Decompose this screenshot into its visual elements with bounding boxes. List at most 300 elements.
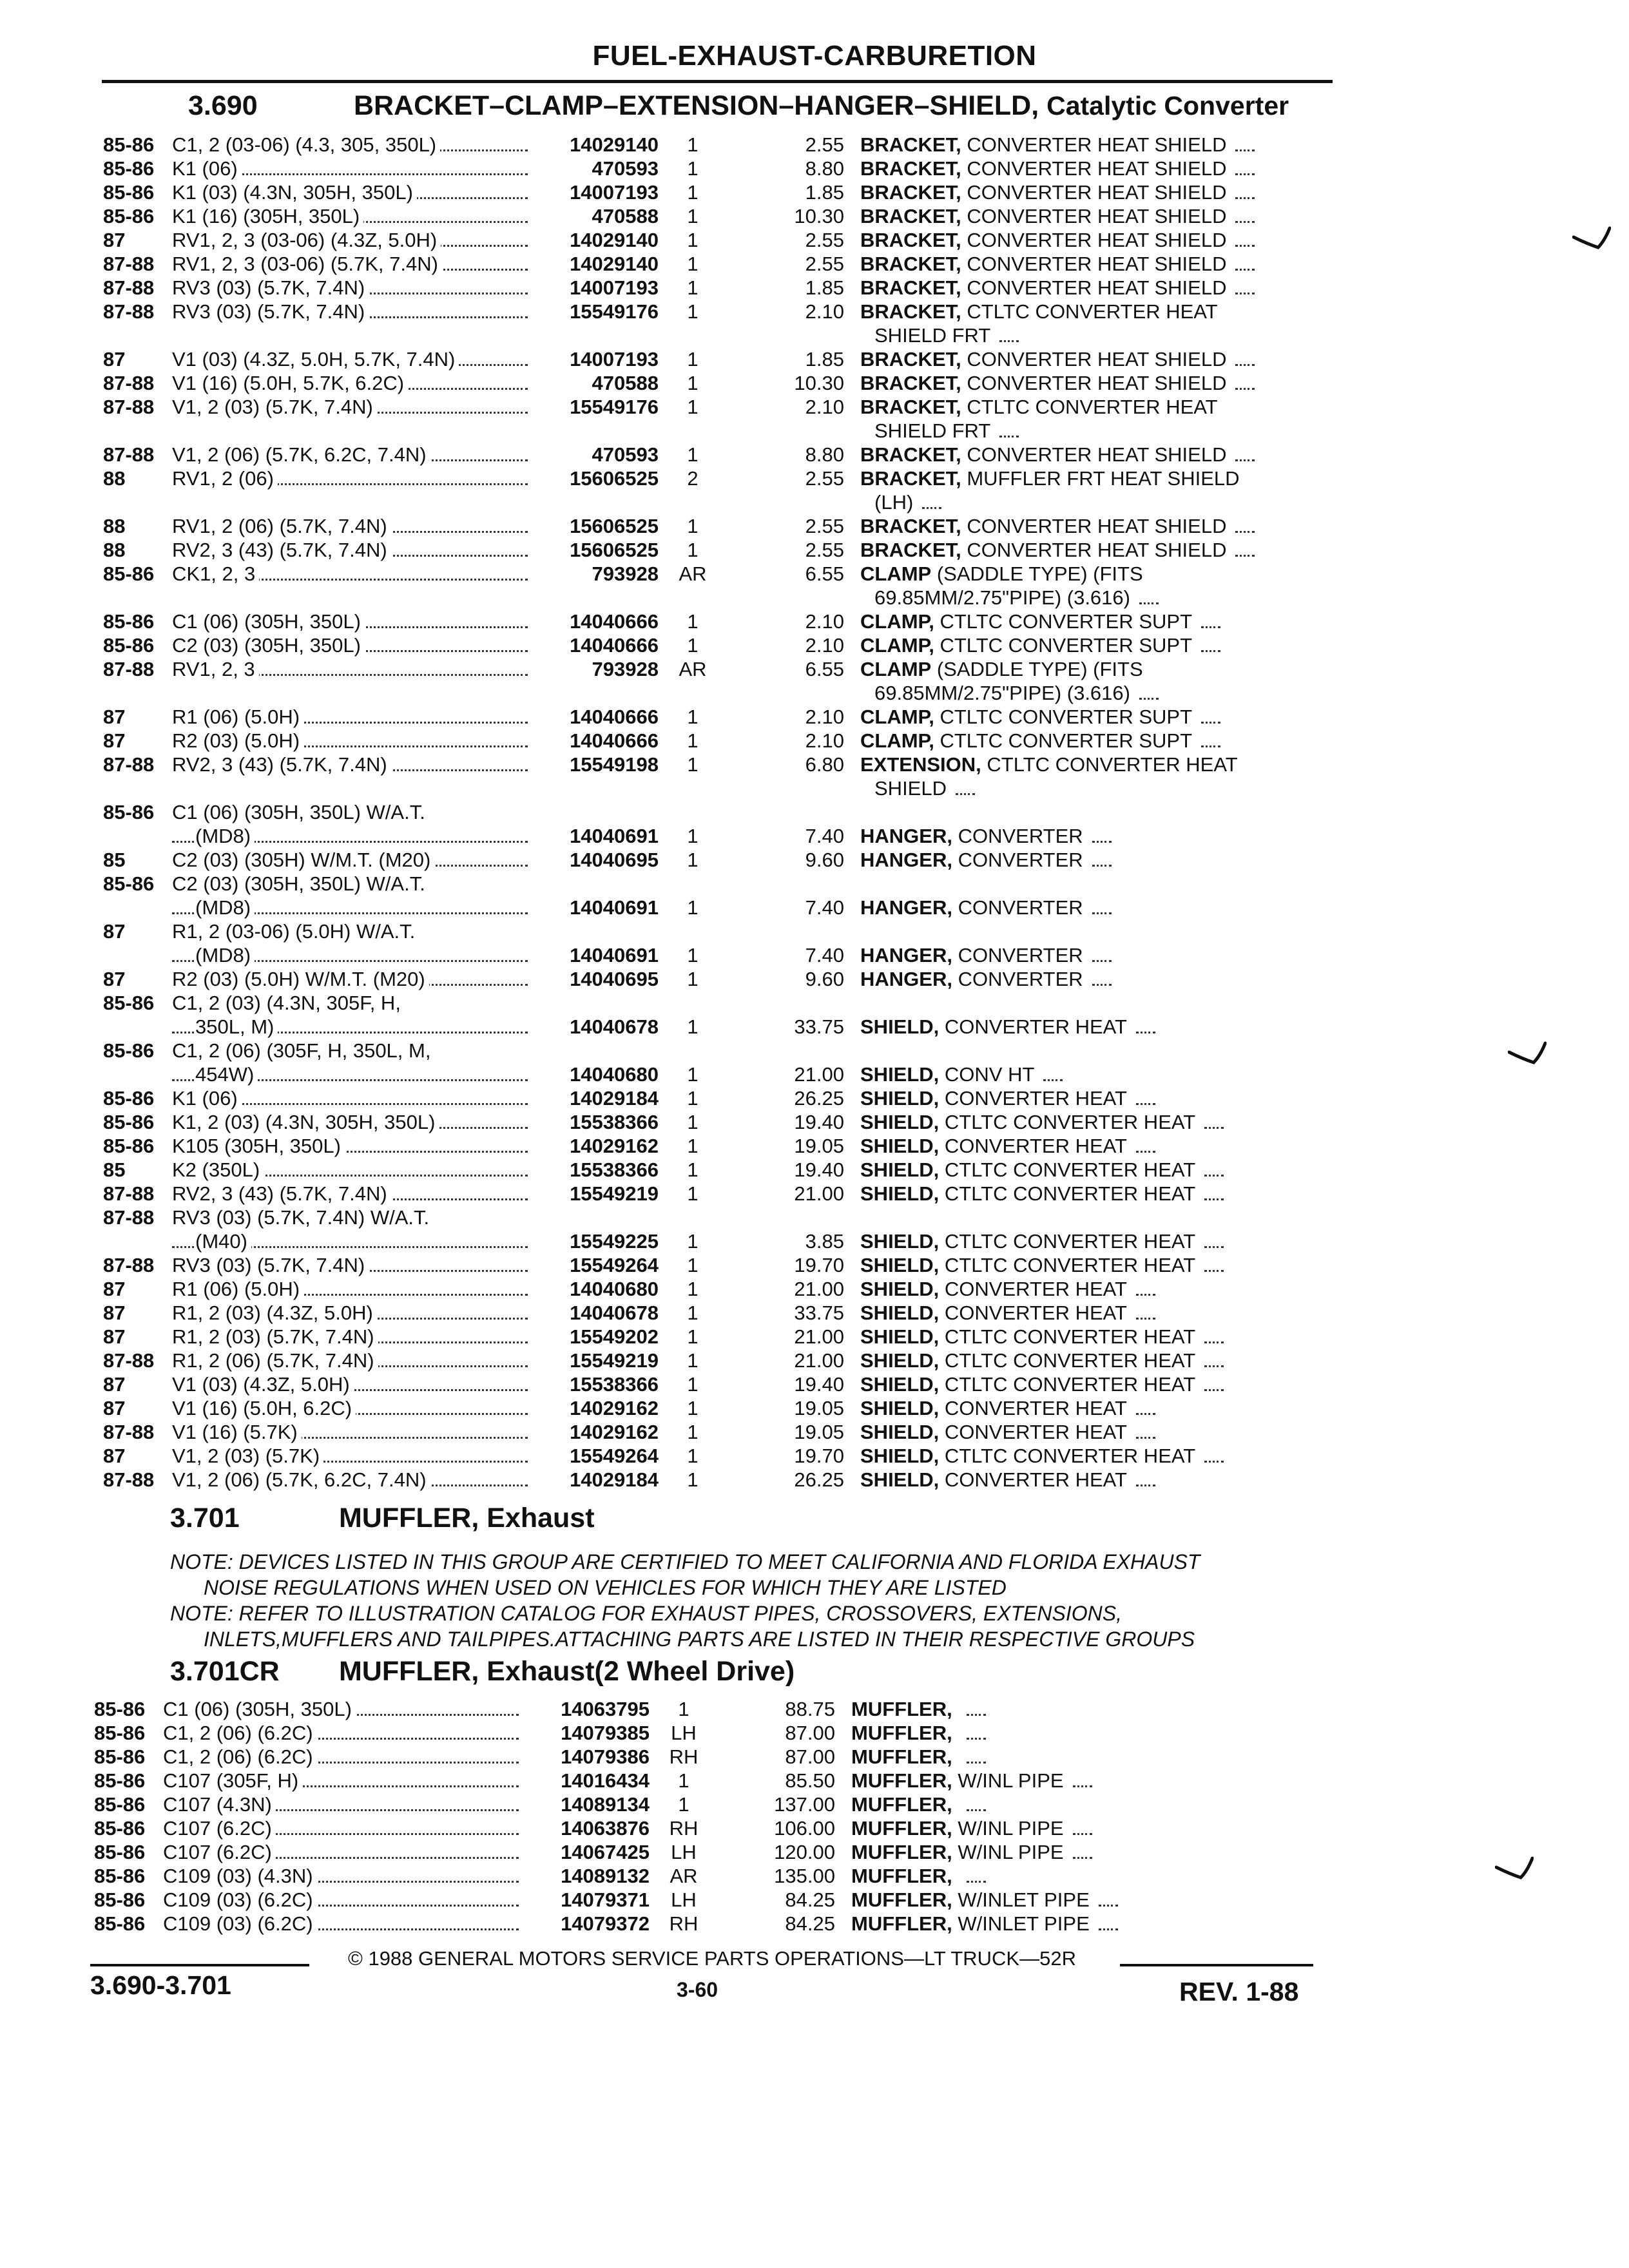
application-text: C2 (03) (305H, 350L) W/A.T.: [172, 872, 429, 895]
application-text: C2 (03) (305H, 350L): [172, 634, 365, 657]
price: 2.55: [805, 539, 844, 561]
dot-leader: [1235, 149, 1255, 151]
check-mark-icon: [1572, 226, 1611, 251]
application-cell: [172, 1206, 533, 1253]
description-cell: [851, 1888, 1328, 1912]
application-text: R1, 2 (03) (4.3Z, 5.0H): [172, 1302, 377, 1324]
application-cell: [172, 276, 533, 300]
quantity: AR: [670, 1865, 698, 1887]
part-noun: HANGER,: [860, 849, 952, 871]
quantity: 1: [687, 825, 699, 847]
model-year: 85-86: [94, 1865, 146, 1887]
dot-leader: [1136, 1151, 1155, 1153]
description-line: [860, 681, 1337, 705]
dot-leader: [1204, 1175, 1224, 1177]
description-text: CONVERTER HEAT: [944, 1278, 1127, 1300]
dot-leader: [1092, 841, 1112, 843]
application-text-cont: (MD8): [195, 896, 255, 919]
note-line: NOISE REGULATIONS WHEN USED ON VEHICLES FOR WHICH THEY ARE LISTED: [204, 1576, 1007, 1599]
dot-leader: [1204, 1246, 1224, 1248]
model-year: 85-86: [94, 1793, 146, 1816]
dot-leader: [1235, 221, 1255, 223]
quantity: 2: [687, 467, 699, 490]
description-line: [860, 1182, 1337, 1206]
model-year: 85-86: [103, 1135, 155, 1157]
description-cell: [860, 1349, 1337, 1372]
dot-leader: [922, 507, 941, 509]
price: 6.55: [805, 658, 844, 680]
part-noun: SHIELD,: [860, 1254, 940, 1276]
model-year: 87: [103, 706, 126, 728]
application-text: V1, 2 (06) (5.7K, 6.2C, 7.4N): [172, 443, 430, 466]
part-number: 14040666: [570, 706, 659, 728]
model-year: 87-88: [103, 443, 155, 466]
model-year: 85-86: [94, 1912, 146, 1935]
application-line: [172, 800, 533, 824]
description-line: [860, 729, 1337, 753]
section-title-3701cr: [170, 1656, 795, 1687]
description-text-cont: SHIELD FRT: [874, 419, 991, 442]
quantity: LH: [671, 1841, 697, 1863]
description-line: [860, 1062, 1337, 1086]
application-text: C107 (6.2C): [163, 1841, 276, 1863]
price: 120.00: [774, 1841, 835, 1863]
application-text: V1 (16) (5.0H, 5.7K, 6.2C): [172, 372, 408, 394]
description-line: [860, 1325, 1337, 1349]
description-cell: [860, 1301, 1337, 1325]
description-text: CTLTC CONVERTER HEAT: [944, 1111, 1196, 1133]
quantity: AR: [679, 562, 707, 585]
description-line: [860, 323, 1337, 347]
description-line: [860, 252, 1337, 276]
part-noun: MUFFLER,: [851, 1817, 952, 1840]
section-number: 3.701CR: [170, 1656, 280, 1687]
description-text: CTLTC CONVERTER HEAT: [987, 753, 1238, 776]
description-text: CONVERTER HEAT SHIELD: [967, 348, 1227, 370]
application-cell: [172, 157, 533, 180]
part-number: 14040678: [570, 1302, 659, 1324]
part-number: 15606525: [570, 467, 659, 490]
part-number: 15549219: [570, 1349, 659, 1372]
description-line: [851, 1721, 1328, 1745]
dot-leader: [967, 1881, 986, 1883]
quantity: 1: [687, 1254, 699, 1276]
application-line: [172, 943, 533, 967]
part-noun: BRACKET,: [860, 467, 961, 490]
description-text: CONVERTER HEAT: [944, 1135, 1127, 1157]
quantity: 1: [687, 443, 699, 466]
model-year: 85-86: [103, 205, 155, 227]
price: 33.75: [794, 1302, 844, 1324]
part-noun: MUFFLER,: [851, 1769, 952, 1792]
quantity: 1: [687, 729, 699, 752]
description-line: [860, 943, 1337, 967]
application-text: RV3 (03) (5.7K, 7.4N): [172, 1254, 369, 1276]
application-text: K1 (06): [172, 157, 242, 180]
part-number: 15538366: [570, 1373, 659, 1396]
part-noun: SHIELD,: [860, 1158, 940, 1181]
quantity: RH: [669, 1817, 699, 1840]
description-cell: [860, 1158, 1337, 1182]
part-number: 14040666: [570, 610, 659, 633]
description-cell: [860, 1134, 1337, 1158]
description-cell: [851, 1864, 1328, 1888]
description-text: CTLTC CONVERTER SUPT: [940, 729, 1193, 752]
application-cell: [163, 1721, 524, 1745]
price: 19.40: [794, 1111, 844, 1133]
model-year: 85-86: [103, 992, 155, 1014]
description-cell: [860, 276, 1337, 300]
part-number: 15606525: [570, 539, 659, 561]
part-noun: SHIELD,: [860, 1445, 940, 1467]
dot-leader: [1092, 912, 1112, 914]
footer-rule: [1120, 1964, 1313, 1966]
application-cell: [172, 967, 533, 991]
part-number: 470593: [592, 157, 659, 180]
part-number: 470588: [592, 205, 659, 227]
part-number: 14067425: [561, 1841, 650, 1863]
page-header: FUEL-EXHAUST-CARBURETION: [592, 40, 1037, 72]
application-text: RV1, 2 (06): [172, 467, 278, 490]
application-text: V1, 2 (03) (5.7K, 7.4N): [172, 396, 377, 418]
price: 19.40: [794, 1158, 844, 1181]
application-cell: [172, 1396, 533, 1420]
price: 87.00: [785, 1745, 835, 1768]
description-text: CONVERTER HEAT SHIELD: [967, 372, 1227, 394]
section-subheading: Catalytic Converter: [1046, 91, 1289, 120]
description-cell: [860, 1229, 1337, 1253]
application-text: V1 (16) (5.0H, 6.2C): [172, 1397, 356, 1419]
part-noun: HANGER,: [860, 944, 952, 966]
description-text: CONVERTER HEAT SHIELD: [967, 515, 1227, 537]
description-text: W/INL PIPE: [958, 1769, 1064, 1792]
description-cell: [860, 1277, 1337, 1301]
part-number: 793928: [592, 562, 659, 585]
description-line: [860, 300, 1337, 323]
part-number: 15606525: [570, 515, 659, 537]
description-cell: [860, 514, 1337, 538]
description-cell: [860, 252, 1337, 276]
description-line: [860, 1253, 1337, 1277]
part-noun: BRACKET,: [860, 253, 961, 275]
dot-leader: [967, 1714, 986, 1716]
description-line: [860, 896, 1337, 919]
description-cell: [860, 753, 1337, 800]
description-line: [851, 1792, 1328, 1816]
application-text: C109 (03) (4.3N): [163, 1865, 317, 1887]
model-year: 87-88: [103, 253, 155, 275]
description-cell: [860, 157, 1337, 180]
description-text: CONVERTER HEAT: [944, 1302, 1127, 1324]
price: 2.10: [805, 706, 844, 728]
description-line: [851, 1912, 1328, 1936]
part-number: 15549264: [570, 1445, 659, 1467]
dot-leader: [1136, 1294, 1155, 1296]
application-text-cont: 454W): [195, 1063, 258, 1086]
description-line: [860, 133, 1337, 157]
part-noun: BRACKET,: [860, 181, 961, 204]
model-year: 85-86: [94, 1888, 146, 1911]
application-line: [172, 1015, 533, 1039]
price: 2.55: [805, 515, 844, 537]
model-year: 85-86: [103, 801, 155, 823]
description-text: W/INLET PIPE: [958, 1912, 1090, 1935]
price: 7.40: [805, 944, 844, 966]
part-noun: HANGER,: [860, 968, 952, 990]
application-line: [172, 991, 533, 1015]
application-text-cont: (MD8): [195, 944, 255, 966]
description-cell: [860, 1396, 1337, 1420]
price: 26.25: [794, 1468, 844, 1491]
section-heading: BRACKET–CLAMP–EXTENSION–HANGER–SHIELD,: [353, 90, 1039, 121]
part-noun: BRACKET,: [860, 133, 961, 156]
application-text: R1, 2 (06) (5.7K, 7.4N): [172, 1349, 378, 1372]
description-cell: [851, 1912, 1328, 1936]
dot-leader: [1136, 1318, 1155, 1320]
application-text: RV2, 3 (43) (5.7K, 7.4N): [172, 753, 391, 776]
application-text: CK1, 2, 3: [172, 562, 259, 585]
application-cell: [163, 1769, 524, 1792]
price: 2.10: [805, 634, 844, 657]
description-cell: [860, 204, 1337, 228]
description-text: CONVERTER HEAT SHIELD: [967, 253, 1227, 275]
model-year: 85-86: [103, 181, 155, 204]
dot-leader: [1073, 1785, 1092, 1787]
note-line: NOTE: DEVICES LISTED IN THIS GROUP ARE CERTIFIED TO MEET CALIFORNIA AND FLORIDA EXHAUST: [170, 1550, 1200, 1573]
price: 2.10: [805, 300, 844, 323]
part-number: 14016434: [561, 1769, 650, 1792]
quantity: AR: [679, 658, 707, 680]
quantity: 1: [687, 634, 699, 657]
description-text: MUFFLER FRT HEAT SHIELD: [967, 467, 1240, 490]
quantity: 1: [687, 1349, 699, 1372]
part-noun: BRACKET,: [860, 348, 961, 370]
description-text: CONV HT: [944, 1063, 1035, 1086]
part-number: 14040691: [570, 896, 659, 919]
application-cell: [163, 1864, 524, 1888]
part-noun: BRACKET,: [860, 157, 961, 180]
application-text: V1 (16) (5.7K): [172, 1421, 302, 1443]
part-noun: BRACKET,: [860, 205, 961, 227]
part-number: 14029162: [570, 1397, 659, 1419]
price: 9.60: [805, 849, 844, 871]
description-cell: [860, 562, 1337, 610]
description-line: [860, 657, 1337, 681]
part-noun: EXTENSION,: [860, 753, 981, 776]
description-cell: [860, 466, 1337, 514]
description-text: CONVERTER: [958, 849, 1083, 871]
application-line: [172, 824, 533, 848]
price: 21.00: [794, 1349, 844, 1372]
part-number: 14063876: [561, 1817, 650, 1840]
description-cell: [860, 133, 1337, 157]
model-year: 87-88: [103, 1206, 155, 1229]
application-cell: [172, 371, 533, 395]
part-noun: CLAMP,: [860, 729, 934, 752]
quantity: 1: [687, 1015, 699, 1038]
part-noun: BRACKET,: [860, 396, 961, 418]
part-noun: SHIELD,: [860, 1373, 940, 1396]
dot-leader: [967, 1738, 986, 1740]
description-line: [860, 1301, 1337, 1325]
application-cell: [172, 848, 533, 872]
part-noun: MUFFLER,: [851, 1793, 952, 1816]
model-year: 87: [103, 729, 126, 752]
part-noun: MUFFLER,: [851, 1912, 952, 1935]
description-line: [860, 419, 1337, 443]
application-text: R1, 2 (03) (5.7K, 7.4N): [172, 1325, 378, 1348]
price: 6.55: [805, 562, 844, 585]
check-mark-icon: [1508, 1041, 1547, 1066]
application-cell: [172, 872, 533, 919]
dot-leader: [1235, 459, 1255, 461]
dot-leader: [1201, 626, 1220, 628]
price: 7.40: [805, 896, 844, 919]
model-year: 85-86: [103, 1039, 155, 1062]
dot-leader: [1204, 1341, 1224, 1343]
description-text: CTLTC CONVERTER HEAT: [944, 1373, 1196, 1396]
price: 2.55: [805, 133, 844, 156]
quantity: 1: [687, 896, 699, 919]
application-text: V1 (03) (4.3Z, 5.0H, 5.7K, 7.4N): [172, 348, 459, 370]
part-number: 793928: [592, 658, 659, 680]
section-number: 3.690: [188, 90, 258, 121]
part-number: 14029140: [570, 253, 659, 275]
application-text: K105 (305H, 350L): [172, 1135, 345, 1157]
model-year: 85-86: [103, 133, 155, 156]
description-cell: [860, 610, 1337, 633]
quantity: 1: [687, 1278, 699, 1300]
part-number: 14040691: [570, 825, 659, 847]
application-cell: [172, 753, 533, 776]
application-cell: [172, 180, 533, 204]
description-text: CTLTC CONVERTER HEAT: [967, 300, 1218, 323]
description-line: [860, 276, 1337, 300]
price: 1.85: [805, 181, 844, 204]
price: 87.00: [785, 1722, 835, 1744]
part-number: 14029140: [570, 133, 659, 156]
quantity: 1: [678, 1793, 689, 1816]
application-cell: [172, 1086, 533, 1110]
description-text: CTLTC CONVERTER SUPT: [940, 634, 1193, 657]
application-text: R1 (06) (5.0H): [172, 1278, 304, 1300]
dot-leader: [1201, 745, 1220, 747]
quantity: 1: [687, 1325, 699, 1348]
application-cell: [172, 800, 533, 848]
application-text: RV3 (03) (5.7K, 7.4N) W/A.T.: [172, 1206, 433, 1229]
dot-leader: [1139, 698, 1159, 700]
section-title-3701: [170, 1503, 595, 1534]
quantity: 1: [687, 157, 699, 180]
part-number: 15549198: [570, 753, 659, 776]
model-year: 87-88: [103, 372, 155, 394]
description-cell: [851, 1697, 1328, 1721]
description-line: [851, 1769, 1328, 1792]
dot-leader: [1099, 1905, 1118, 1907]
quantity: 1: [687, 348, 699, 370]
description-line: [860, 157, 1337, 180]
dot-leader: [999, 340, 1019, 342]
quantity: 1: [687, 133, 699, 156]
description-cell: [860, 228, 1337, 252]
application-text: R2 (03) (5.0H) W/M.T. (M20): [172, 968, 429, 990]
model-year: 87-88: [103, 396, 155, 418]
quantity: 1: [687, 1421, 699, 1443]
part-number: 15538366: [570, 1158, 659, 1181]
part-number: 14029184: [570, 1087, 659, 1110]
application-cell: [172, 991, 533, 1039]
model-year: 85-86: [94, 1841, 146, 1863]
description-text: CONVERTER: [958, 825, 1083, 847]
price: 6.80: [805, 753, 844, 776]
price: 21.00: [794, 1278, 844, 1300]
part-number: 14079385: [561, 1722, 650, 1744]
application-text: C1, 2 (03) (4.3N, 305F, H,: [172, 992, 405, 1014]
description-cell: [851, 1816, 1328, 1840]
price: 8.80: [805, 443, 844, 466]
quantity: 1: [687, 515, 699, 537]
application-cell: [172, 1158, 533, 1182]
description-text: CONVERTER HEAT SHIELD: [967, 539, 1227, 561]
part-noun: SHIELD,: [860, 1302, 940, 1324]
model-year: 87-88: [103, 300, 155, 323]
price: 84.25: [785, 1912, 835, 1935]
model-year: 85-86: [103, 610, 155, 633]
application-cell: [172, 1420, 533, 1444]
application-cell: [172, 1325, 533, 1349]
description-cell: [860, 1182, 1337, 1206]
quantity: 1: [687, 944, 699, 966]
description-cell: [860, 1325, 1337, 1349]
application-text: C107 (6.2C): [163, 1817, 276, 1840]
price: 19.70: [794, 1445, 844, 1467]
description-text: CONVERTER HEAT: [944, 1397, 1127, 1419]
application-text: C1, 2 (06) (6.2C): [163, 1745, 317, 1768]
description-text: W/INL PIPE: [958, 1817, 1064, 1840]
application-line: [172, 1206, 533, 1229]
description-line: [860, 1086, 1337, 1110]
header-rule: [102, 80, 1333, 83]
price: 19.70: [794, 1254, 844, 1276]
quantity: 1: [687, 205, 699, 227]
dot-leader: [1092, 865, 1112, 867]
application-cell: [172, 1253, 533, 1277]
part-number: 14089132: [561, 1865, 650, 1887]
description-text: CTLTC CONVERTER HEAT: [944, 1445, 1196, 1467]
description-line: [860, 1134, 1337, 1158]
part-number: 14029184: [570, 1468, 659, 1491]
description-cell: [860, 705, 1337, 729]
quantity: 1: [687, 849, 699, 871]
application-cell: [172, 705, 533, 729]
part-noun: SHIELD,: [860, 1468, 940, 1491]
description-line: [860, 824, 1337, 848]
quantity: 1: [687, 1087, 699, 1110]
quantity: LH: [671, 1888, 697, 1911]
price: 21.00: [794, 1182, 844, 1205]
application-cell: [163, 1745, 524, 1769]
application-cell: [163, 1816, 524, 1840]
description-text: CTLTC CONVERTER HEAT: [944, 1325, 1196, 1348]
application-text: K1 (06): [172, 1087, 242, 1110]
quantity: 1: [687, 229, 699, 251]
application-text: C1 (06) (305H, 350L): [172, 610, 365, 633]
part-number: 14079386: [561, 1745, 650, 1768]
dot-leader: [1099, 1928, 1118, 1930]
model-year: 87: [103, 1302, 126, 1324]
description-text: CONVERTER HEAT: [944, 1015, 1127, 1038]
description-line: [860, 1277, 1337, 1301]
